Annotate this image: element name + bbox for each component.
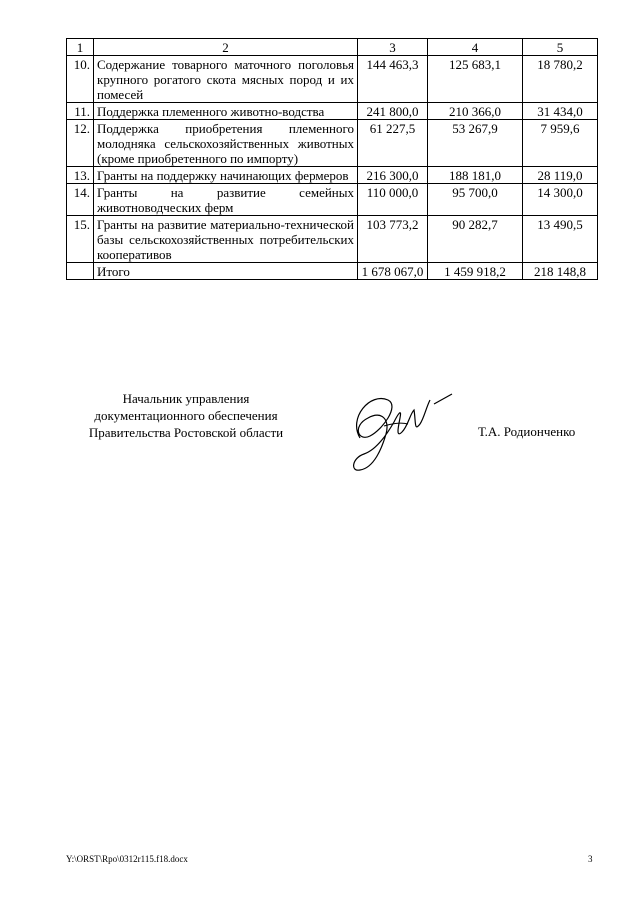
total-value-col5: 218 148,8 (523, 263, 598, 280)
signer-title (66, 390, 306, 441)
row-value-col3: 241 800,0 (358, 103, 428, 120)
table-row (67, 184, 598, 216)
row-number: 15. (67, 216, 94, 263)
total-number-cell (67, 263, 94, 280)
row-value-col5: 14 300,0 (523, 184, 598, 216)
row-name: Гранты на развитие семейных животноводческих ферм (94, 184, 358, 216)
row-value-col5: 28 119,0 (523, 167, 598, 184)
handwritten-signature (330, 378, 460, 478)
row-name: Поддержка племенного животно-водства (94, 103, 358, 120)
row-value-col4: 125 683,1 (428, 56, 523, 103)
row-value-col4: 53 267,9 (428, 120, 523, 167)
table-header-row (67, 39, 598, 56)
row-name: Гранты на поддержку начинающих фермеров (94, 167, 358, 184)
row-value-col3: 110 000,0 (358, 184, 428, 216)
table-total-row (67, 263, 598, 280)
total-value-col3: 1 678 067,0 (358, 263, 428, 280)
row-value-col5: 31 434,0 (523, 103, 598, 120)
table-row (67, 103, 598, 120)
budget-table (66, 38, 598, 280)
row-value-col5: 7 959,6 (523, 120, 598, 167)
header-cell: 3 (358, 39, 428, 56)
row-value-col4: 210 366,0 (428, 103, 523, 120)
signer-title-line: Правительства Ростовской области (88, 425, 284, 440)
total-label: Итого (94, 263, 358, 280)
row-value-col3: 144 463,3 (358, 56, 428, 103)
signer-title-line: документационного обеспечения (94, 408, 278, 423)
table-row (67, 216, 598, 263)
header-cell: 4 (428, 39, 523, 56)
row-value-col3: 103 773,2 (358, 216, 428, 263)
page-number: 3 (588, 854, 593, 864)
row-number: 11. (67, 103, 94, 120)
signer-name: Т.А. Родионченко (478, 424, 576, 439)
row-number: 12. (67, 120, 94, 167)
table-row (67, 120, 598, 167)
header-cell: 1 (67, 39, 94, 56)
row-name: Гранты на развитие материально-технической базы сельскохозяйственных потребительских кооперативов (94, 216, 358, 263)
row-value-col4: 90 282,7 (428, 216, 523, 263)
row-value-col4: 188 181,0 (428, 167, 523, 184)
row-value-col5: 13 490,5 (523, 216, 598, 263)
row-number: 13. (67, 167, 94, 184)
total-value-col4: 1 459 918,2 (428, 263, 523, 280)
file-path: Y:\ORST\Rpo\0312r115.f18.docx (66, 854, 188, 864)
row-number: 10. (67, 56, 94, 103)
row-value-col3: 216 300,0 (358, 167, 428, 184)
header-cell: 5 (523, 39, 598, 56)
row-name: Поддержка приобретения племенного молодняка сельскохозяйственных животных (кроме приобретенного по импорту) (94, 120, 358, 167)
row-value-col3: 61 227,5 (358, 120, 428, 167)
table-row (67, 56, 598, 103)
row-name: Содержание товарного маточного поголовья крупного рогатого скота мясных пород и их помесей (94, 56, 358, 103)
row-value-col4: 95 700,0 (428, 184, 523, 216)
table-row (67, 167, 598, 184)
row-number: 14. (67, 184, 94, 216)
row-value-col5: 18 780,2 (523, 56, 598, 103)
signer-title-line: Начальник управления (122, 391, 250, 406)
header-cell: 2 (94, 39, 358, 56)
